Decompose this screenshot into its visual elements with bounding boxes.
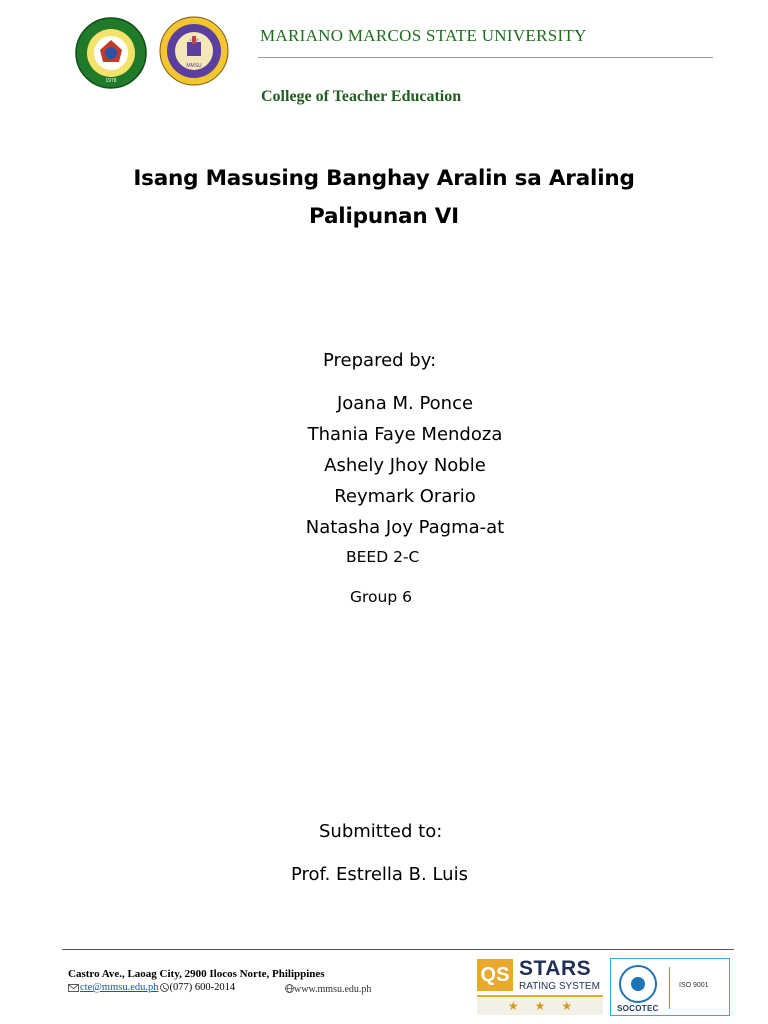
prepared-by-label: Prepared by: xyxy=(323,350,437,371)
mmsu-seal-logo xyxy=(72,16,150,90)
footer-divider xyxy=(62,949,734,950)
badge-divider xyxy=(669,967,670,1009)
university-name: MARIANO MARCOS STATE UNIVERSITY xyxy=(260,26,587,45)
footer-contact xyxy=(68,982,235,993)
group-label: Group 6 xyxy=(350,588,412,606)
svg-text:MMSU: MMSU xyxy=(186,63,202,69)
cte-seal-logo xyxy=(158,14,230,88)
socotec-iso-badge xyxy=(610,958,730,1016)
author-name: Thania Faye Mendoza xyxy=(307,424,503,445)
qs-stars-badge xyxy=(477,957,605,1015)
qs-star-bar xyxy=(477,995,603,1015)
author-name: Reymark Orario xyxy=(334,486,476,507)
college-name: College of Teacher Education xyxy=(261,88,462,105)
svg-text:1978: 1978 xyxy=(105,78,117,84)
document-title-line-2: Palipunan VI xyxy=(309,204,459,229)
phone-number: (077) 600-2014 xyxy=(169,982,236,993)
author-name: Natasha Joy Pagma-at xyxy=(305,517,505,538)
star-icon: ★ xyxy=(507,999,519,1013)
recipient-name: Prof. Estrella B. Luis xyxy=(291,864,468,885)
qs-rating-subtitle: RATING SYSTEM xyxy=(519,981,600,992)
section-label: BEED 2-C xyxy=(346,548,420,566)
socotec-name: SOCOTEC xyxy=(617,1004,659,1013)
email-link[interactable]: cte@mmsu.edu.ph xyxy=(80,982,159,993)
star-icon: ★ xyxy=(534,999,546,1013)
qs-stars-title: STARS xyxy=(519,957,592,980)
author-name: Ashely Jhoy Noble xyxy=(324,455,486,476)
document-title-line-1: Isang Masusing Banghay Aralin sa Araling xyxy=(133,166,635,191)
phone-icon xyxy=(160,983,169,992)
header-divider xyxy=(258,57,713,58)
iso-label: ISO 9001 xyxy=(679,982,709,989)
footer-address: Castro Ave., Laoag City, 2900 Ilocos Norte, Philippines xyxy=(68,968,325,980)
author-name: Joana M. Ponce xyxy=(336,393,474,414)
mail-icon xyxy=(68,984,79,992)
svg-text:1978: 1978 xyxy=(189,37,199,42)
star-icon: ★ xyxy=(561,999,573,1013)
socotec-logo-icon xyxy=(619,965,657,1003)
qs-logo: QS xyxy=(477,959,513,991)
footer-website xyxy=(285,984,371,995)
globe-icon xyxy=(285,984,294,993)
submitted-to-label: Submitted to: xyxy=(319,821,443,842)
website-link[interactable]: www.mmsu.edu.ph xyxy=(294,984,372,995)
